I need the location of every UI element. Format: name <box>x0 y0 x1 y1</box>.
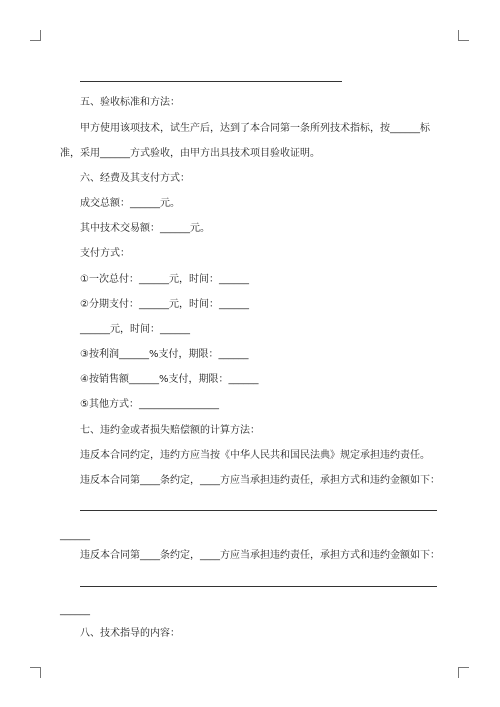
crop-mark-top-left <box>30 30 41 41</box>
tech-trade-amount-line: 其中技术交易额：______元。 <box>80 223 210 234</box>
payment-option-5: ⑤其他方式：________________ <box>80 399 219 410</box>
acceptance-text-line-1: 甲方使用该项技术，试生产后，达到了本合同第一条所列技术指标，按______标 <box>80 123 430 134</box>
acceptance-text-line-2: 准，采用______方式验收，由甲方出具技术项目验收证明。 <box>60 148 320 159</box>
blank-rule-breach-2 <box>80 586 437 587</box>
crop-mark-bottom-left <box>30 667 41 678</box>
payment-option-2: ②分期支付：______元，时间：______ <box>80 299 249 310</box>
payment-option-2-continued: ______元，时间：______ <box>80 324 190 335</box>
payment-option-3: ③按利润______%支付，期限：______ <box>80 349 249 360</box>
section-5-heading: 五、验收标准和方法： <box>80 97 180 108</box>
crop-mark-bottom-right <box>458 667 469 678</box>
payment-option-1: ①一次总付：______元，时间：______ <box>80 274 249 285</box>
blank-rule-breach-1 <box>80 510 437 511</box>
breach-clause-1-tail: ______ <box>60 530 90 541</box>
total-amount-line: 成交总额：______元。 <box>80 198 180 209</box>
breach-clause-2: 违反本合同第____条约定，____方应当承担违约责任，承担方式和违约金额如下： <box>80 550 440 561</box>
breach-clause-1: 违反本合同第____条约定，____方应当承担违约责任，承担方式和违约金额如下： <box>80 475 440 486</box>
breach-clause-2-tail: ______ <box>60 605 90 616</box>
section-7-heading: 七、违约金或者损失赔偿额的计算方法： <box>80 425 260 436</box>
blank-rule-top <box>80 81 342 82</box>
breach-general-clause: 违反本合同约定，违约方应当按《中华人民共和国民法典》规定承担违约责任。 <box>80 450 430 461</box>
payment-method-label: 支付方式： <box>80 248 130 259</box>
crop-mark-top-right <box>458 30 469 41</box>
payment-option-4: ④按销售额______%支付，期限：______ <box>80 374 259 385</box>
section-8-heading: 八、技术指导的内容： <box>80 628 180 639</box>
section-6-heading: 六、经费及其支付方式： <box>80 173 190 184</box>
